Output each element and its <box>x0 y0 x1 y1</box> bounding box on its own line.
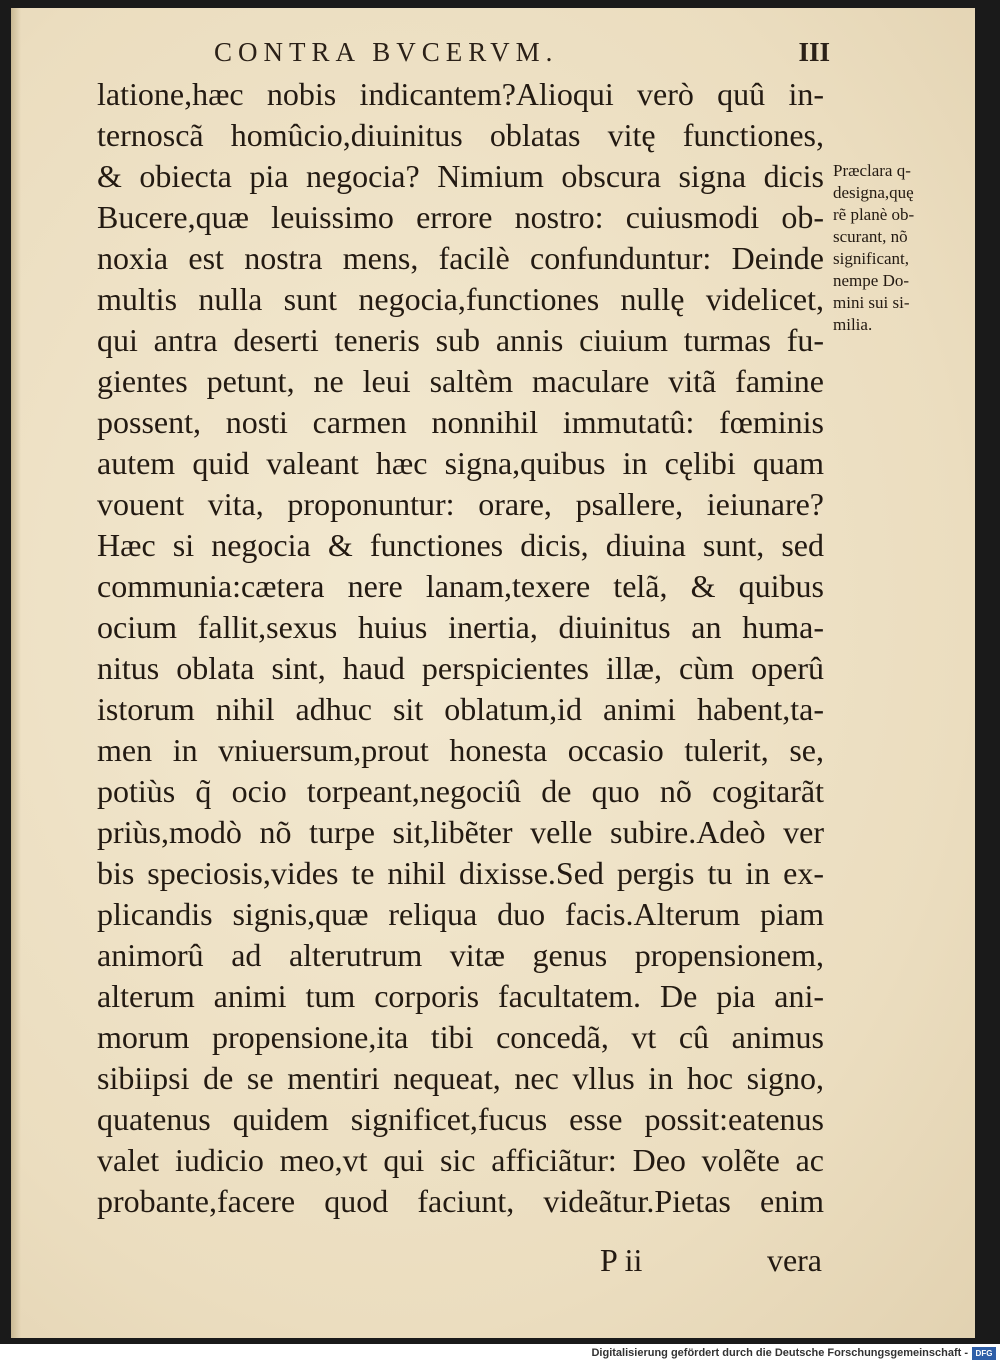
running-head: CONTRA BVCERVM. <box>214 37 559 67</box>
main-text-block <box>97 74 824 1222</box>
marginal-note-line: Præclara q- <box>833 161 911 180</box>
catchword: vera <box>766 1242 822 1278</box>
signature-mark: P ii <box>600 1242 643 1278</box>
page-gutter-shadow <box>11 8 21 1338</box>
text-line: priùs,modò nõ turpe sit,libẽter velle subire.Adeò ver <box>97 814 824 850</box>
marginal-note-line: milia. <box>833 315 873 334</box>
text-line: alterum animi tum corporis facultatem. De pia ani- <box>97 978 824 1014</box>
marginal-note-line: mini sui si- <box>833 293 910 312</box>
text-line: morum propensione,ita tibi concedã, vt cû animus <box>97 1019 824 1055</box>
text-line: valet iudicio meo,vt qui sic afficiãtur: Deo volẽte ac <box>97 1142 824 1178</box>
text-line: vouent vita, proponuntur: orare, psallere, ieiunare? <box>97 486 824 522</box>
text-line: & obiecta pia negocia? Nimium obscura signa dicis <box>97 158 824 194</box>
text-line: multis nulla sunt negocia,functiones nullę videlicet, <box>97 281 824 317</box>
funding-credit: Digitalisierung gefördert durch die Deutsche Forschungsgemeinschaft - <box>591 1347 968 1359</box>
text-line: probante,facere quod faciunt, videãtur.Pietas enim <box>97 1183 824 1219</box>
page-number: III <box>798 37 830 67</box>
text-line: noxia est nostra mens, facilè confunduntur: Deinde <box>97 240 824 276</box>
text-line: men in vniuersum,prout honesta occasio tulerit, se, <box>97 732 824 768</box>
text-line: latione,hæc nobis indicantem?Alioqui verò quû in- <box>97 76 824 112</box>
text-line: plicandis signis,quæ reliqua duo facis.Alterum piam <box>97 896 824 932</box>
text-line: istorum nihil adhuc sit oblatum,id animi habent,ta- <box>97 691 824 727</box>
digitization-footer <box>0 1344 1000 1363</box>
marginal-note-line: rẽ planè ob- <box>833 205 915 224</box>
text-line: autem quid valeant hæc signa,quibus in cęlibi quam <box>97 445 824 481</box>
dfg-logo-icon: DFG <box>972 1347 996 1360</box>
marginal-note-line: scurant, nõ <box>833 227 908 246</box>
marginal-note-line: designa,quę <box>833 183 914 202</box>
text-line: Hæc si negocia & functiones dicis, diuina sunt, sed <box>97 527 824 563</box>
text-line: Bucere,quæ leuissimo errore nostro: cuiusmodi ob- <box>97 199 824 235</box>
marginal-note <box>833 160 958 336</box>
text-line: sibiipsi de se mentiri nequeat, nec vllus in hoc signo, <box>97 1060 824 1096</box>
marginal-note-line: significant, <box>833 249 910 268</box>
marginal-note-line: nempe Do- <box>833 271 910 290</box>
text-line: animorû ad alterutrum vitæ genus propensionem, <box>97 937 824 973</box>
text-line: qui antra deserti teneris sub annis ciuium turmas fu- <box>97 322 824 358</box>
page-foot <box>600 1240 822 1280</box>
text-line: bis speciosis,vides te nihil dixisse.Sed pergis tu in ex- <box>97 855 824 891</box>
text-line: quatenus quidem significet,fucus esse possit:eatenus <box>97 1101 824 1137</box>
text-line: ocium fallit,sexus huius inertia, diuinitus an huma- <box>97 609 824 645</box>
text-line: nitus oblata sint, haud perspicientes illæ, cùm operû <box>97 650 824 686</box>
text-line: potiùs q̃ ocio torpeant,negociû de quo nõ cogitarãt <box>97 773 824 809</box>
text-line: gientes petunt, ne leui saltèm maculare vitã famine <box>97 363 824 399</box>
text-line: communia:cætera nere lanam,texere telã, & quibus <box>97 568 824 604</box>
text-line: possent, nosti carmen nonnihil immutatû: fœminis <box>97 404 824 440</box>
text-line: ternoscã homûcio,diuinitus oblatas vitę functiones, <box>97 117 824 153</box>
